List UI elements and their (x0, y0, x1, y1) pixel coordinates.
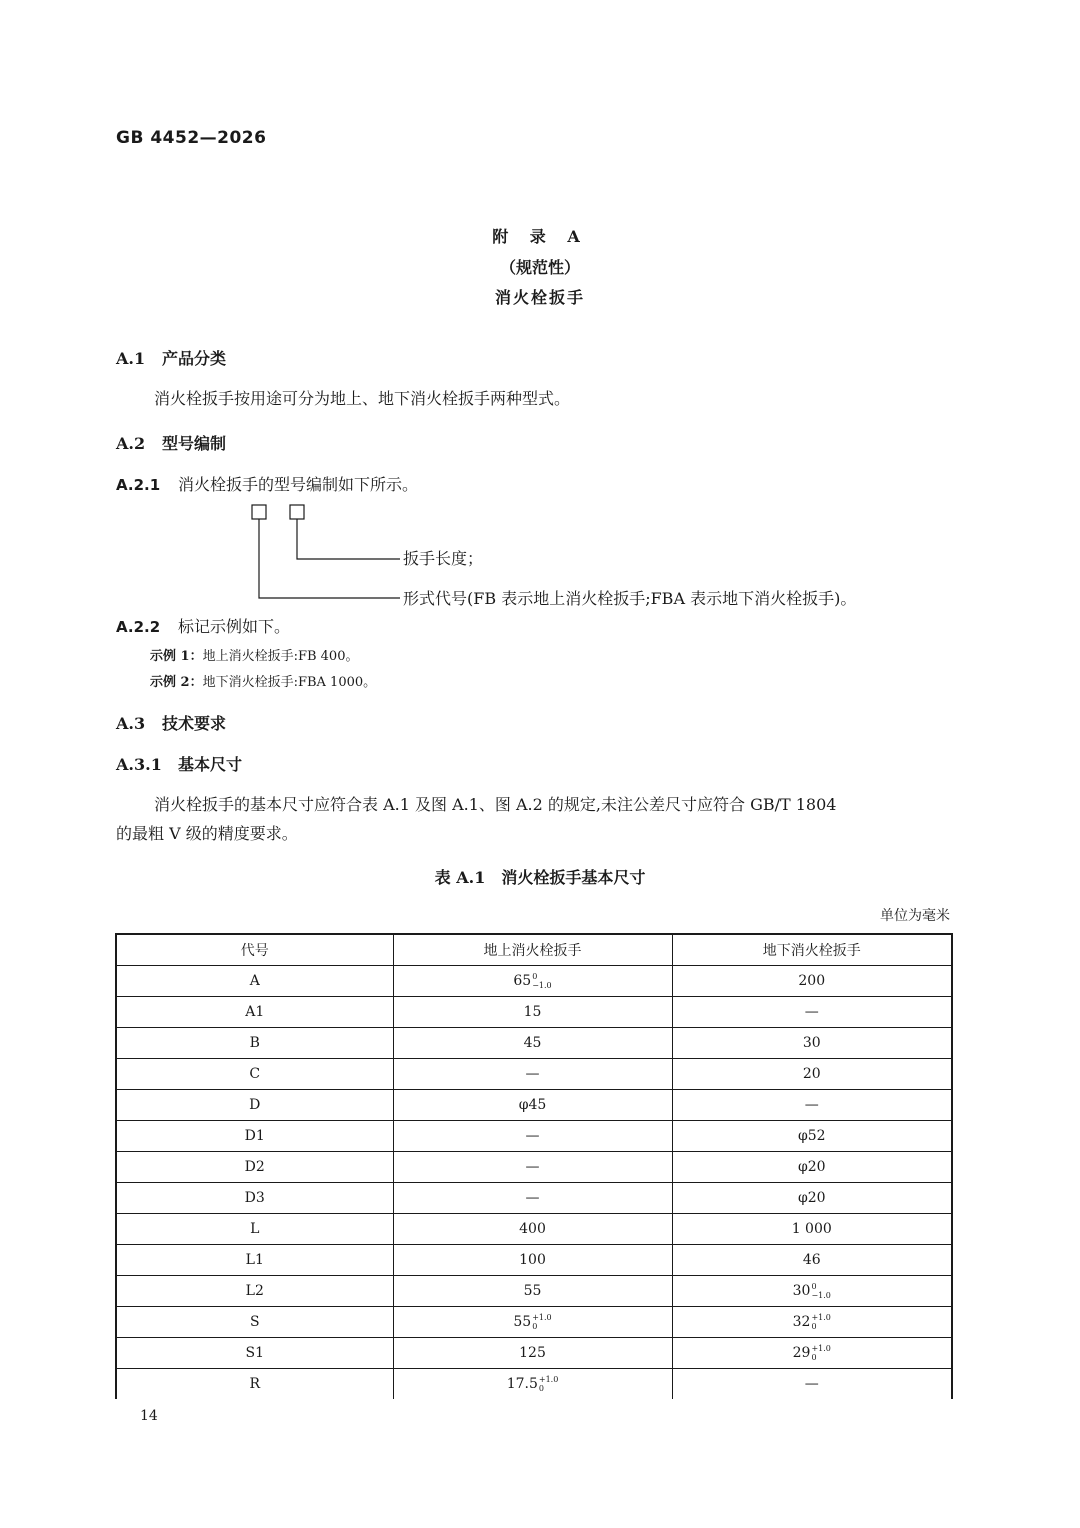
cell-value: 55 (523, 1283, 542, 1299)
tolerance-lower: 0 (811, 1353, 817, 1362)
table-row (116, 1369, 952, 1400)
cell-value: B (249, 1035, 260, 1051)
cell-value: D (249, 1097, 261, 1113)
section-number: A.2.2 (116, 618, 161, 636)
cell-value: L (250, 1221, 260, 1237)
table-row (116, 966, 952, 997)
section-title: 型号编制 (162, 434, 227, 453)
section-body: 消火栓扳手的型号编制如下所示。 (178, 475, 419, 494)
table-row (116, 1028, 952, 1059)
cell-value: φ52 (797, 1128, 826, 1144)
cell-code (116, 1121, 393, 1152)
cell-below-ground (672, 1214, 952, 1245)
cell-above-ground (393, 997, 672, 1028)
tolerance (532, 1313, 551, 1331)
unit-note: 单位为毫米 (880, 908, 950, 924)
cell-value: φ20 (797, 1190, 826, 1206)
section-number: A.1 (116, 349, 146, 368)
cell-above-ground (393, 1121, 672, 1152)
section-title: 产品分类 (162, 349, 227, 368)
tolerance (539, 1375, 558, 1393)
cell-value: S (249, 1314, 260, 1330)
cell-code (116, 1369, 393, 1400)
cell-value: 1 000 (791, 1221, 832, 1237)
section-title: 基本尺寸 (178, 755, 243, 774)
cell-value: — (525, 1159, 540, 1175)
example-text: 地上消火栓扳手:FB 400。 (202, 649, 359, 664)
tolerance-upper: +1.0 (811, 1313, 831, 1322)
cell-below-ground (672, 1369, 952, 1400)
cell-value: — (804, 1097, 819, 1113)
cell-value: — (804, 1004, 819, 1020)
header-code: 代号 (116, 934, 393, 966)
cell-value: φ20 (797, 1159, 826, 1175)
table-row (116, 1245, 952, 1276)
tolerance-upper: 0 (811, 1282, 817, 1291)
cell-above-ground (393, 1276, 672, 1307)
model-length-box (290, 505, 304, 519)
cell-below-ground (672, 1183, 952, 1214)
cell-code (116, 1245, 393, 1276)
cell-value: L1 (245, 1252, 264, 1268)
table-row (116, 1059, 952, 1090)
cell-code (116, 1183, 393, 1214)
table-body (116, 966, 952, 1400)
table-row (116, 1307, 952, 1338)
cell-above-ground (393, 1245, 672, 1276)
section-a31-text-line1: 消火栓扳手的基本尺寸应符合表 A.1 及图 A.1、图 A.2 的规定,未注公差尺寸应符合 GB/T 1804 (154, 795, 837, 814)
cell-value: 400 (519, 1221, 546, 1237)
cell-value: — (804, 1376, 819, 1392)
cell-above-ground (393, 1338, 672, 1369)
cell-below-ground (672, 1059, 952, 1090)
tolerance-upper: +1.0 (532, 1313, 552, 1322)
diagram-label-form: 形式代号(FB 表示地上消火栓扳手;FBA 表示地下消火栓扳手)。 (403, 589, 857, 608)
cell-code (116, 1090, 393, 1121)
section-a31-heading (116, 752, 242, 775)
tolerance-lower: 0 (811, 1322, 817, 1331)
model-code-diagram (0, 0, 1080, 620)
cell-value: 125 (519, 1345, 546, 1361)
section-a3-heading (116, 711, 226, 734)
cell-value: A1 (245, 1004, 265, 1020)
section-number: A.2 (116, 434, 146, 453)
cell-below-ground (672, 1090, 952, 1121)
tolerance (811, 1313, 830, 1331)
annex-type: （规范性） (499, 258, 580, 277)
cell-above-ground (393, 1214, 672, 1245)
tolerance-lower: 0 (538, 1384, 544, 1393)
cell-code (116, 1338, 393, 1369)
table-row (116, 1338, 952, 1369)
dimensions-table (115, 933, 953, 1399)
cell-code (116, 1276, 393, 1307)
table-header-row (116, 934, 952, 966)
table-row (116, 1090, 952, 1121)
cell-value: 15 (523, 1004, 542, 1020)
cell-above-ground (393, 1028, 672, 1059)
cell-value: 46 (802, 1252, 821, 1268)
section-body: 标记示例如下。 (178, 617, 291, 636)
model-form-box (252, 505, 266, 519)
cell-value: 29 (792, 1345, 811, 1361)
cell-code (116, 1152, 393, 1183)
tolerance-upper: 0 (532, 972, 538, 981)
table-caption: 表 A.1 消火栓扳手基本尺寸 (434, 868, 646, 887)
cell-value: — (525, 1066, 540, 1082)
tolerance (811, 1344, 830, 1362)
section-number: A.3 (116, 714, 146, 733)
cell-value: 20 (802, 1066, 821, 1082)
cell-below-ground (672, 1245, 952, 1276)
example-label: 示例 2： (150, 675, 203, 690)
cell-value: — (525, 1128, 540, 1144)
cell-value: 30 (802, 1035, 821, 1051)
cell-below-ground (672, 1338, 952, 1369)
diagram-label-length: 扳手长度； (403, 549, 484, 568)
cell-above-ground (393, 1369, 672, 1400)
example-2 (150, 671, 376, 690)
cell-code (116, 1059, 393, 1090)
cell-below-ground (672, 1276, 952, 1307)
cell-below-ground (672, 997, 952, 1028)
cell-above-ground (393, 966, 672, 997)
cell-above-ground (393, 1152, 672, 1183)
example-label: 示例 1： (150, 649, 203, 664)
cell-value: φ45 (518, 1097, 547, 1113)
table-row (116, 1121, 952, 1152)
cell-code (116, 997, 393, 1028)
cell-value: 55 (513, 1314, 532, 1330)
header-below-ground: 地下消火栓扳手 (672, 934, 952, 966)
cell-code (116, 966, 393, 997)
annex-name: 消火栓扳手 (494, 288, 585, 307)
cell-value: — (525, 1190, 540, 1206)
section-number: A.2.1 (116, 476, 161, 494)
cell-value: D2 (244, 1159, 265, 1175)
cell-below-ground (672, 1121, 952, 1152)
cell-value: R (249, 1376, 261, 1392)
cell-value: 30 (792, 1283, 811, 1299)
tolerance-upper: +1.0 (538, 1375, 559, 1384)
example-text: 地下消火栓扳手:FBA 1000。 (202, 675, 377, 690)
annex-title: 附 录 A (492, 227, 588, 246)
table-row (116, 1152, 952, 1183)
section-number: A.3.1 (116, 755, 162, 774)
cell-value: C (249, 1066, 261, 1082)
cell-below-ground (672, 1307, 952, 1338)
tolerance-lower: 0 (532, 1322, 538, 1331)
cell-value: 32 (792, 1314, 811, 1330)
cell-above-ground (393, 1090, 672, 1121)
table-row (116, 997, 952, 1028)
length-leader-line (297, 519, 400, 559)
table-row (116, 1183, 952, 1214)
cell-value: S1 (245, 1345, 264, 1361)
cell-value: 200 (798, 973, 826, 989)
cell-value: A (249, 973, 260, 989)
cell-value: 100 (519, 1252, 546, 1268)
cell-value: 45 (523, 1035, 542, 1051)
cell-below-ground (672, 1152, 952, 1183)
cell-below-ground (672, 966, 952, 997)
cell-value: 65 (513, 973, 532, 989)
header-above-ground: 地上消火栓扳手 (393, 934, 672, 966)
section-title: 技术要求 (162, 714, 227, 733)
section-a22-text (116, 612, 290, 642)
tolerance-lower: −1.0 (811, 1291, 831, 1300)
cell-code (116, 1214, 393, 1245)
cell-above-ground (393, 1307, 672, 1338)
cell-above-ground (393, 1059, 672, 1090)
cell-value: D3 (244, 1190, 265, 1206)
cell-code (116, 1028, 393, 1059)
tolerance (811, 1282, 830, 1300)
page-number: 14 (140, 1408, 158, 1424)
example-1 (150, 645, 358, 664)
tolerance (532, 972, 551, 990)
standard-code: GB 4452—2026 (116, 128, 267, 148)
cell-value: D1 (244, 1128, 265, 1144)
section-a1-text: 消火栓扳手按用途可分为地上、地下消火栓扳手两种型式。 (154, 389, 571, 408)
table-row (116, 1214, 952, 1245)
cell-below-ground (672, 1028, 952, 1059)
cell-code (116, 1307, 393, 1338)
cell-above-ground (393, 1183, 672, 1214)
cell-value: L2 (245, 1283, 264, 1299)
cell-value: 17.5 (506, 1376, 538, 1392)
section-a31-text-line2: 的最粗 V 级的精度要求。 (116, 824, 298, 843)
table-row (116, 1276, 952, 1307)
tolerance-lower: −1.0 (532, 981, 552, 990)
tolerance-upper: +1.0 (811, 1344, 831, 1353)
